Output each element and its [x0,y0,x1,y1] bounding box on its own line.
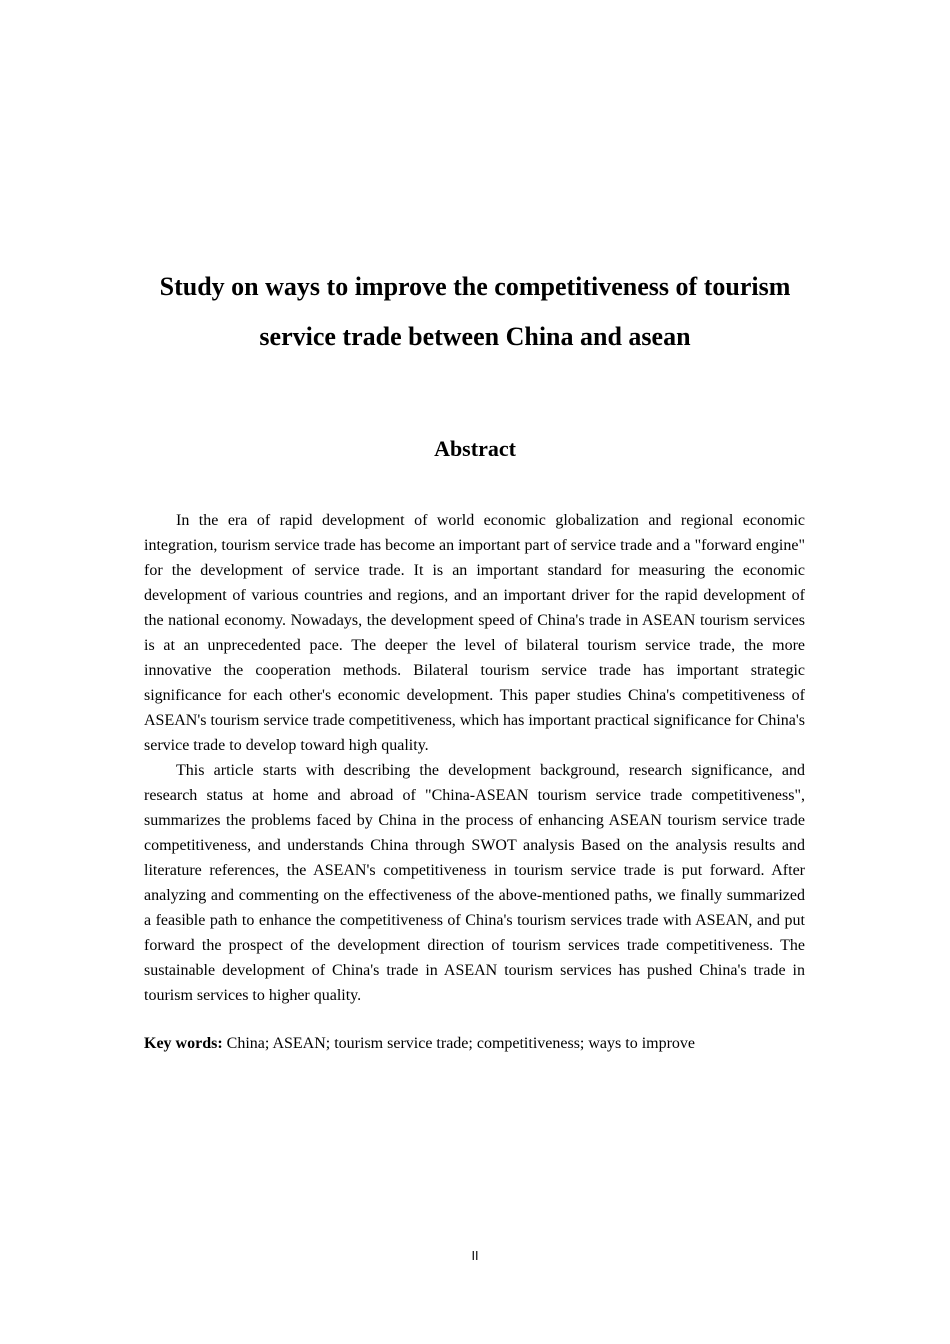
keywords-label: Key words: [144,1035,223,1052]
abstract-paragraph-1: In the era of rapid development of world economic globalization and regional economic integration, tourism service trade has become an important part of service trade and a "forward engine" for the development of service trade. It is an important standard for measuring the economic development of various countries and regions, and an important driver for the rapid development of the national economy. Nowadays, the development speed of China's trade in ASEAN tourism services is at an unprecedented pace. The deeper the level of bilateral tourism service trade, the more innovative the cooperation methods. Bilateral tourism service trade has important strategic significance for each other's economic development. This paper studies China's competitiveness of ASEAN's tourism service trade competitiveness, which has important practical significance for China's service trade to develop toward high quality. [144,512,805,754]
keywords-text: China; ASEAN; tourism service trade; competitiveness; ways to improve [226,1035,696,1052]
abstract-heading: Abstract [434,436,516,461]
document-title [100,262,850,362]
abstract-body [144,508,805,1008]
abstract-paragraph-2: This article starts with describing the development background, research significance, and research status at home and abroad of "China-ASEAN tourism service trade competitiveness", summarizes the problems faced by China in the process of enhancing ASEAN tourism service trade competitiveness, and understands China through SWOT analysis Based on the analysis results and literature references, the ASEAN's competitiveness in tourism service trade is put forward. After analyzing and commenting on the effectiveness of the above-mentioned paths, we finally summarized a feasible path to enhance the competitiveness of China's tourism services trade with ASEAN, and put forward the prospect of the development direction of tourism services trade competitiveness. The sustainable development of China's trade in ASEAN tourism services has pushed China's trade in tourism services to higher quality. [144,762,805,1004]
document-title-line-2: service trade between China and asean [259,322,691,351]
keywords [144,1031,805,1056]
document-title-line-1: Study on ways to improve the competitiveness of tourism [159,272,791,301]
page-number: II [471,1249,479,1263]
